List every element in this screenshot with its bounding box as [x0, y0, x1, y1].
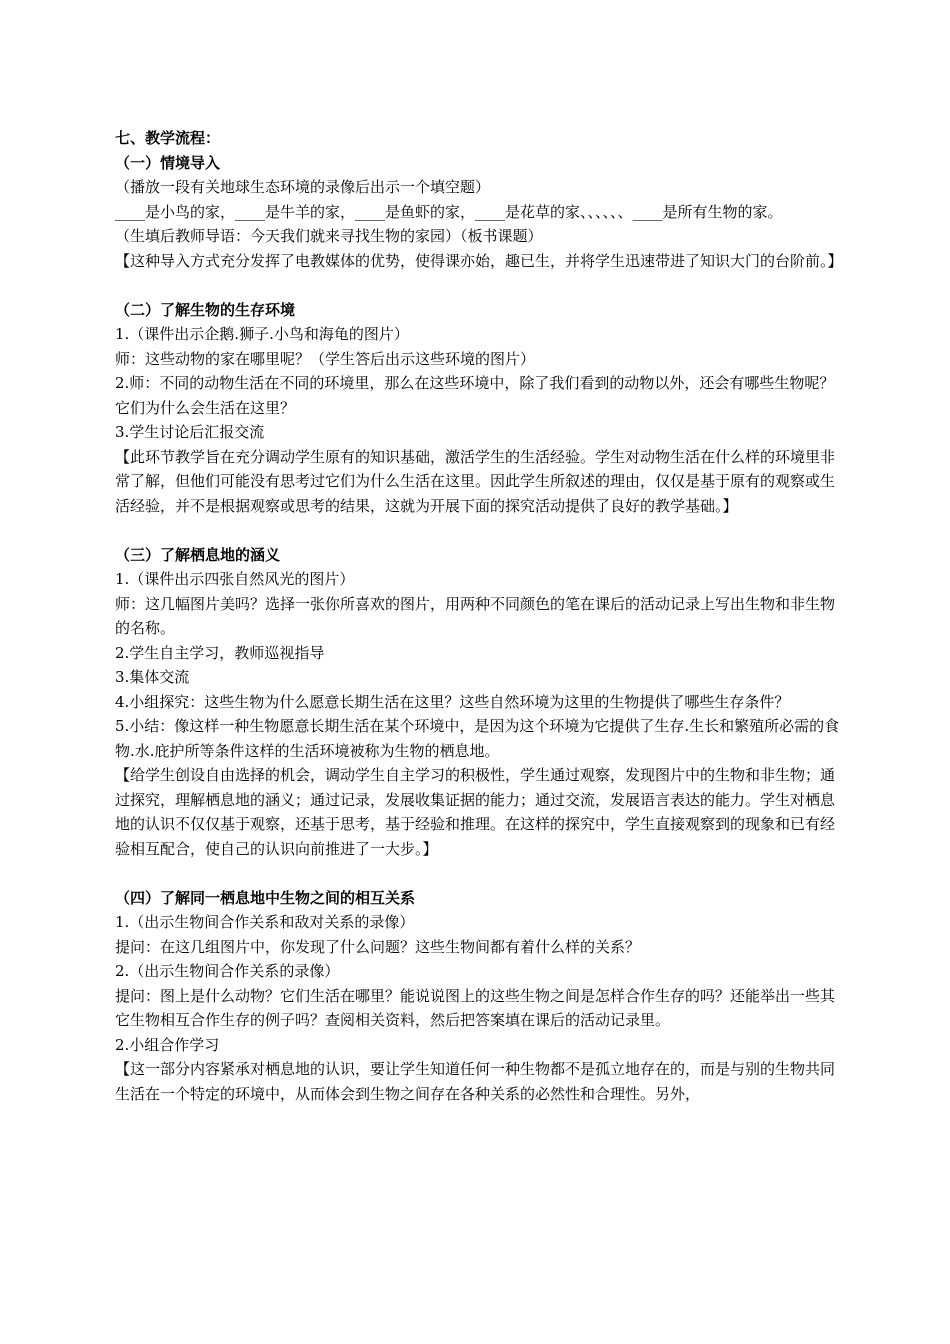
paragraph: 1.（出示生物间合作关系和敌对关系的录像）: [115, 913, 415, 931]
section-gap: [115, 518, 841, 543]
paragraph: 3.学生讨论后汇报交流: [115, 423, 265, 441]
document-page: [115, 126, 841, 1106]
paragraph: 2.师：不同的动物生活在不同的环境里，那么在这些环境中，除了我们看到的动物以外，还会有哪些生物呢？它们为什么会生活在这里？: [115, 374, 835, 417]
paragraph: 【给学生创设自由选择的机会，调动学生自主学习的积极性，学生通过观察，发现图片中的生物和非生物；通过探究，理解栖息地的涵义；通过记录，发展收集证据的能力；通过交流，发展语言表达的能力。学生对栖息地的认识不仅仅基于观察，还基于思考，基于经验和推理。在这样的探究中，学生直接观察到的现象和已有经验相互配合，使自己的认识向前推进了一大步。】: [115, 766, 836, 858]
section-4-heading: （四）了解同一栖息地中生物之间的相互关系: [115, 888, 416, 907]
paragraph: 提问：在这几组图片中，你发现了什么问题？这些生物间都有着什么样的关系？: [115, 937, 641, 956]
paragraph: 师：这几幅图片美吗？选择一张你所喜欢的图片，用两种不同颜色的笔在课后的活动记录上写出生物和非生物的名称。: [115, 594, 836, 637]
paragraph: 【此环节教学旨在充分调动学生原有的知识基础，激活学生的生活经验。学生对动物生活在什么样的环境里非常了解，但他们可能没有思考过它们为什么生活在这里。因此学生所叙述的理由，仅仅是基于原有的观察或生活经验，并不是根据观察或思考的结果，这就为开展下面的探究活动提供了良好的教学基础。】: [115, 447, 836, 515]
paragraph: 2.（出示生物间合作关系的录像）: [115, 962, 340, 980]
paragraph: 提问：图上是什么动物？它们生活在哪里？能说说图上的这些生物之间是怎样合作生存的吗？还能举出一些其它生物相互合作生存的例子吗？查阅相关资料，然后把答案填在课后的活动记录里。: [115, 986, 836, 1029]
section-1-heading: （一）情境导入: [115, 153, 221, 172]
paragraph: 2.小组合作学习: [115, 1035, 220, 1054]
paragraph: （播放一段有关地球生态环境的录像后出示一个填空题）: [115, 178, 491, 196]
paragraph: 3.集体交流: [115, 668, 190, 686]
paragraph: 1.（课件出示四张自然风光的图片）: [115, 570, 355, 588]
paragraph: ____是小鸟的家，____是牛羊的家，____是鱼虾的家，____是花草的家、、、、、、____是所有生物的家。: [115, 202, 783, 221]
section-gap: [115, 273, 841, 298]
paragraph: 4.小组探究：这些生物为什么愿意长期生活在这里？这些自然环境为这里的生物提供了哪些生存条件？: [115, 692, 790, 711]
paragraph: 5.小结：像这样一种生物愿意长期生活在某个环境中，是因为这个环境为它提供了生存.生长和繁殖所必需的食物.水.庇护所等条件这样的生活环境被称为生物的栖息地。: [115, 717, 840, 760]
doc-title: 七、教学流程：: [115, 129, 221, 147]
paragraph: 师：这些动物的家在哪里呢？（学生答后出示这些环境的图片）: [115, 349, 536, 368]
paragraph: 【这种导入方式充分发挥了电教媒体的优势，使得课亦始，趣已生，并将学生迅速带进了知识大门的台阶前。】: [115, 251, 843, 270]
paragraph: （生填后教师导语：今天我们就来寻找生物的家园）（板书课题）: [115, 227, 543, 245]
paragraph: 2.学生自主学习，教师巡视指导: [115, 643, 325, 662]
paragraph: 1.（课件出示企鹅.狮子.小鸟和海龟的图片）: [115, 325, 409, 343]
section-2-heading: （二）了解生物的生存环境: [115, 300, 296, 319]
section-gap: [115, 861, 841, 886]
paragraph: 【这一部分内容紧承对栖息地的认识，要让学生知道任何一种生物都不是孤立地存在的，而是与别的生物共同生活在一个特定的环境中，从而体会到生物之间存在各种关系的必然性和合理性。另外，: [115, 1060, 836, 1103]
section-3-heading: （三）了解栖息地的涵义: [115, 545, 281, 564]
